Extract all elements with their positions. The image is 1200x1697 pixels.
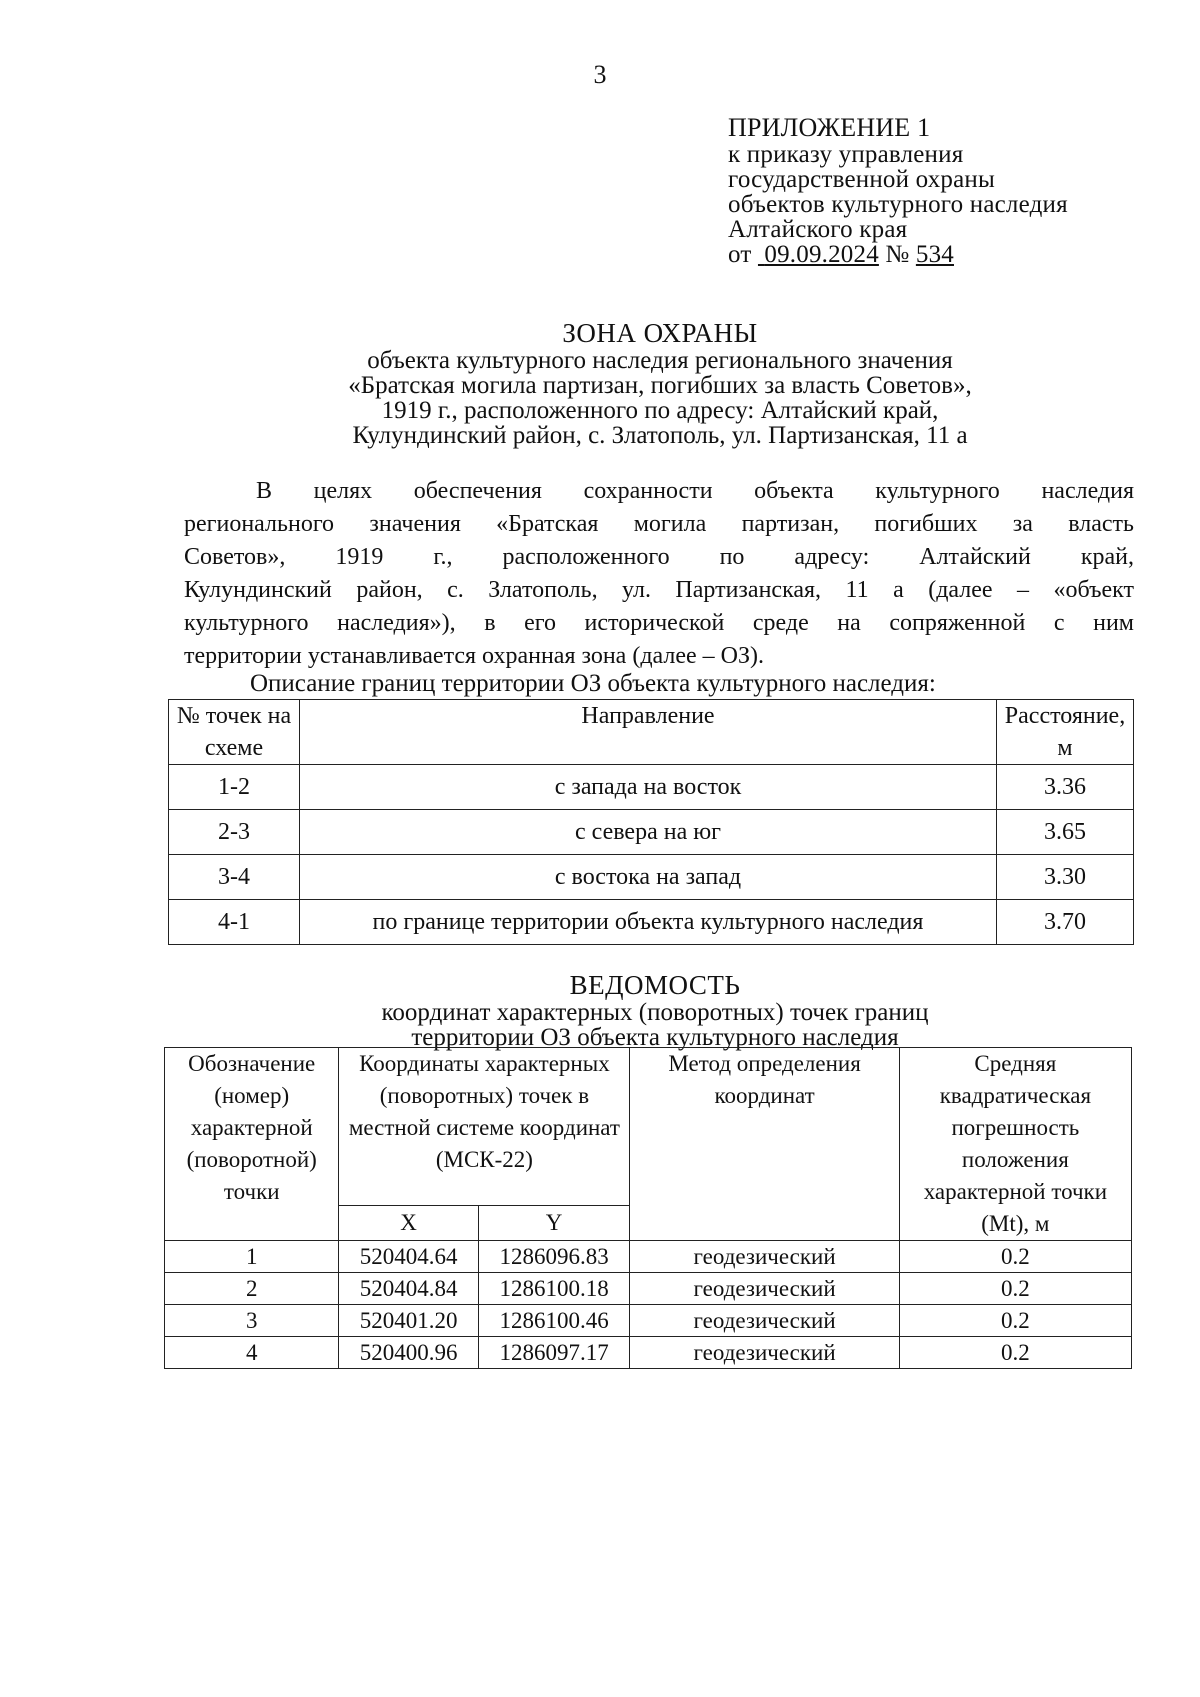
error-cell: 0.2 — [899, 1337, 1131, 1369]
paragraph-line: Кулундинский район, с. Златополь, ул. Партизанская, 11 а (далее – «объект — [184, 577, 1134, 603]
method-cell: геодезический — [630, 1305, 899, 1337]
appendix-line: Алтайского края — [728, 216, 908, 243]
statement-subtitle-line: территории ОЗ объекта культурного наследия — [411, 1024, 899, 1051]
coordinates-table — [164, 1047, 1132, 1369]
error-cell: 0.2 — [899, 1305, 1131, 1337]
paragraph-line: регионального значения «Братская могила партизан, погибших за власть — [184, 511, 1134, 537]
point-cell: 3 — [165, 1305, 339, 1337]
header-direction: Направление — [300, 700, 997, 765]
x-cell: 520401.20 — [339, 1305, 478, 1337]
zone-title: ЗОНА ОХРАНЫ — [562, 318, 758, 348]
date-prefix: от — [728, 241, 752, 268]
table-row — [165, 1241, 1132, 1273]
zone-subtitle-line: 1919 г., расположенного по адресу: Алтайский край, — [381, 397, 939, 424]
header-method: Метод определения координат — [630, 1048, 899, 1241]
direction-cell: по границе территории объекта культурного наследия — [300, 900, 997, 945]
header-designation: Обозначение (номер) характерной (поворотной) точки — [165, 1048, 339, 1241]
appendix-line: государственной охраны — [728, 166, 995, 193]
y-cell: 1286096.83 — [478, 1241, 630, 1273]
method-cell: геодезический — [630, 1337, 899, 1369]
segment-cell: 2-3 — [169, 810, 300, 855]
table-row — [165, 1337, 1132, 1369]
point-cell: 1 — [165, 1241, 339, 1273]
table-row — [169, 900, 1134, 945]
method-cell: геодезический — [630, 1273, 899, 1305]
direction-cell: с севера на юг — [300, 810, 997, 855]
zone-subtitle-line: «Братская могила партизан, погибших за власть Советов», — [348, 372, 972, 399]
order-number: 534 — [915, 241, 954, 268]
x-cell: 520404.64 — [339, 1241, 478, 1273]
direction-cell: с востока на запад — [300, 855, 997, 900]
y-cell: 1286100.46 — [478, 1305, 630, 1337]
zone-heading — [240, 318, 1080, 448]
body-paragraph — [184, 475, 1134, 673]
zone-subtitle-line: Кулундинский район, с. Златополь, ул. Партизанская, 11 а — [352, 422, 968, 449]
table-row — [169, 765, 1134, 810]
y-cell: 1286097.17 — [478, 1337, 630, 1369]
table-row — [165, 1305, 1132, 1337]
zone-subtitle-line: объекта культурного наследия регионального значения — [367, 347, 953, 374]
header-error: Средняя квадратическая погрешность положения характерной точки (Mt), м — [899, 1048, 1131, 1241]
distance-cell: 3.65 — [997, 810, 1134, 855]
segment-cell: 4-1 — [169, 900, 300, 945]
direction-cell: с запада на восток — [300, 765, 997, 810]
distance-cell: 3.70 — [997, 900, 1134, 945]
table-row — [165, 1273, 1132, 1305]
header-coordinates: Координаты характерных (поворотных) точек в местной системе координат (МСК-22) — [339, 1048, 630, 1206]
header-point-numbers: № точек на схеме — [169, 700, 300, 765]
order-date: 09.09.2024 — [764, 241, 879, 268]
segment-cell: 1-2 — [169, 765, 300, 810]
method-cell: геодезический — [630, 1241, 899, 1273]
header-x: X — [339, 1206, 478, 1241]
segment-cell: 3-4 — [169, 855, 300, 900]
appendix-title: ПРИЛОЖЕНИЕ 1 — [728, 113, 931, 142]
point-cell: 2 — [165, 1273, 339, 1305]
number-prefix: № — [885, 241, 910, 268]
error-cell: 0.2 — [899, 1241, 1131, 1273]
distance-cell: 3.30 — [997, 855, 1134, 900]
y-cell: 1286100.18 — [478, 1273, 630, 1305]
boundary-table — [168, 699, 1134, 945]
paragraph-line: В целях обеспечения сохранности объекта культурного наследия — [256, 478, 1134, 504]
appendix-date-line — [728, 242, 1168, 267]
page-number: 3 — [593, 60, 607, 89]
paragraph-line: культурного наследия»), в его исторической среде на сопряженной с ним — [184, 610, 1134, 636]
appendix-header — [728, 114, 1168, 267]
header-y: Y — [478, 1206, 630, 1241]
error-cell: 0.2 — [899, 1273, 1131, 1305]
header-distance: Расстояние, м — [997, 700, 1134, 765]
statement-subtitle-line: координат характерных (поворотных) точек границ — [381, 999, 929, 1026]
appendix-line: объектов культурного наследия — [728, 191, 1068, 218]
appendix-line: к приказу управления — [728, 141, 964, 168]
paragraph-line: территории устанавливается охранная зона (далее – ОЗ). — [184, 643, 765, 669]
x-cell: 520404.84 — [339, 1273, 478, 1305]
coordinates-header-row — [165, 1048, 1132, 1206]
table-row — [169, 855, 1134, 900]
statement-heading — [250, 970, 1060, 1050]
boundary-table-caption: Описание границ территории ОЗ объекта культурного наследия: — [250, 670, 936, 697]
table-row — [169, 810, 1134, 855]
paragraph-line: Советов», 1919 г., расположенного по адресу: Алтайский край, — [184, 544, 1134, 570]
boundary-table-header-row — [169, 700, 1134, 765]
distance-cell: 3.36 — [997, 765, 1134, 810]
statement-title: ВЕДОМОСТЬ — [569, 970, 741, 1000]
x-cell: 520400.96 — [339, 1337, 478, 1369]
point-cell: 4 — [165, 1337, 339, 1369]
